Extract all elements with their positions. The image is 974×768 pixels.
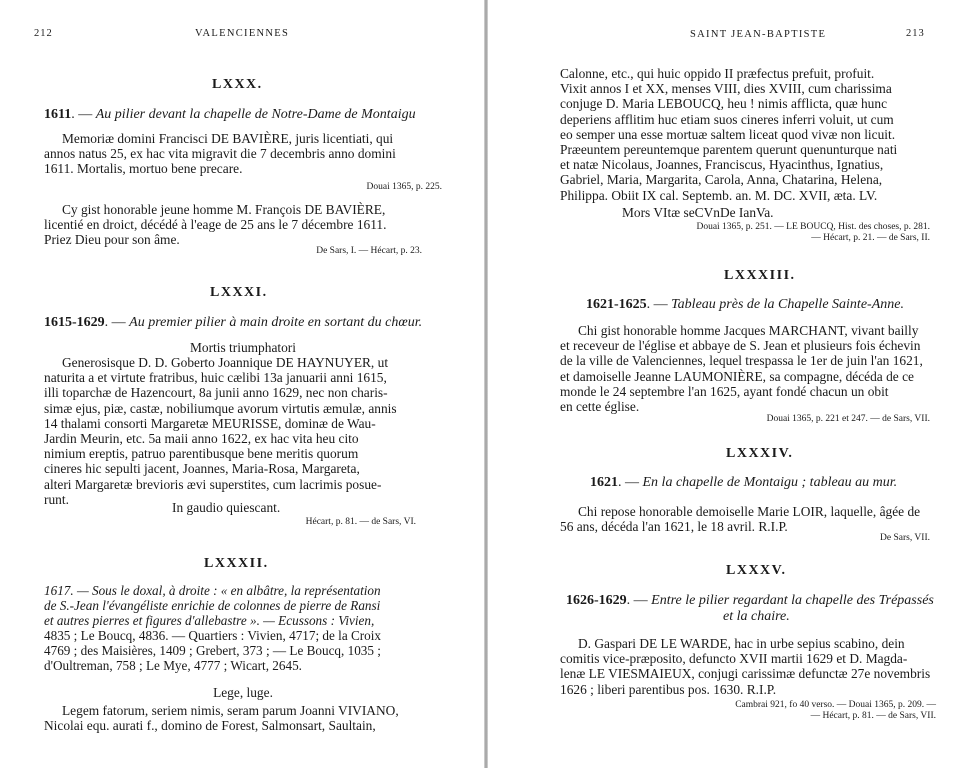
page-number: 212 bbox=[34, 28, 53, 39]
heading-location: Au premier pilier à main droite en sortant du chœur. bbox=[129, 315, 423, 330]
inscription-text: Chi gist honorable homme Jacques MARCHANT, vivant bailly et receveur de l'église et abbaye de S. Jean et plusieurs fois échevin de la ville de Valenciennes, lequel trespassa le 1er de juin l'an 1621, et damoiselle Jeanne LAUMONIÈRE, sa compagne, décéda de ce monde le 24 septembre l'an 1625, ayant fondé chacun un obit en cette église. bbox=[560, 323, 923, 415]
entry-heading: 1621-1625. — Tableau près de la Chapelle Sainte-Anne. bbox=[586, 297, 904, 312]
citation: Douai 1365, p. 251. — LE BOUCQ, Hist. des choses, p. 281. — Hécart, p. 21. — de Sars, II. bbox=[696, 222, 930, 243]
citation: Hécart, p. 81. — de Sars, VI. bbox=[305, 517, 416, 527]
heading-location: En la chapelle de Montaigu ; tableau au mur. bbox=[642, 475, 898, 490]
entry-heading: 1626-1629. — Entre le pilier regardant la chapelle des Trépassés bbox=[566, 593, 934, 608]
entry-heading-long: 1617. — Sous le doxal, à droite : « en albâtre, la représentation de S.-Jean l'évangéliste enrichie de colonnes de pierre de Ransi et autres pierres et figures d'allebastre ». — Ecussons : Vivien, 4835 ; Le Boucq, 4836. — Quartiers : Vivien, 4717; de la Croix 4769 ; des Maisières, 1409 ; Grebert, 373 ; — Le Boucq, 1035 ; d'Oultreman, 758 ; Le Mye, 4777 ; Wicart, 2645. bbox=[44, 583, 382, 673]
citation: Douai 1365, p. 225. bbox=[366, 182, 442, 192]
section-title: LXXXII. bbox=[204, 556, 269, 571]
inscription-closing: In gaudio quiescant. bbox=[172, 500, 281, 515]
section-title: LXXX. bbox=[212, 77, 263, 92]
inscription-text: Chi repose honorable demoiselle Marie LOIR, laquelle, âgée de 56 ans, décéda l'an 1621, le 18 avril. R.I.P. bbox=[560, 504, 921, 535]
inscription-heading: Mortis triumphatori bbox=[189, 340, 296, 355]
entry-heading: 1615-1629. — Au premier pilier à main droite en sortant du chœur. bbox=[44, 315, 423, 330]
right-page bbox=[488, 0, 974, 768]
citation: De Sars, I. — Hécart, p. 23. bbox=[316, 246, 422, 256]
citation: Cambrai 921, fo 40 verso. — Douai 1365, p. 209. — — Hécart, p. 81. — de Sars, VII. bbox=[735, 700, 936, 721]
section-title: LXXXIII. bbox=[724, 268, 796, 283]
heading-date: 1615-1629 bbox=[44, 315, 105, 330]
inscription-text: Memoriæ domini Francisci DE BAVIÈRE, juris licentiati, qui annos natus 25, ex hac vita migravit die 7 decembris anno domini 1611. Mortalis, mortuo bene precare. bbox=[44, 131, 396, 177]
running-title: SAINT JEAN-BAPTISTE bbox=[690, 29, 827, 40]
heading-date: 1621 bbox=[590, 475, 618, 490]
running-title: VALENCIENNES bbox=[195, 28, 290, 39]
citation: De Sars, VII. bbox=[880, 533, 930, 543]
page-number: 213 bbox=[906, 28, 925, 39]
heading-location: Au pilier devant la chapelle de Notre-Dame de Montaigu bbox=[95, 107, 416, 122]
inscription-text: Legem fatorum, seriem nimis, seram parum Joanni VIVIANO, Nicolai equ. aurati f., domino de Forest, Salmonsart, Saultain, bbox=[44, 703, 399, 734]
section-title: LXXXV. bbox=[726, 563, 787, 578]
entry-heading: 1621. — En la chapelle de Montaigu ; tableau au mur. bbox=[590, 475, 898, 490]
citation: Douai 1365, p. 221 et 247. — de Sars, VII. bbox=[766, 414, 930, 424]
heading-location: Entre le pilier regardant la chapelle des Trépassés bbox=[651, 593, 934, 608]
section-title: LXXXI. bbox=[210, 285, 268, 300]
inscription-text: Calonne, etc., qui huic oppido II præfectus prefuit, profuit. Vixit annos I et XX, menses VIII, dies XVIII, cum charissima conjuge D. Maria LEBOUCQ, heu ! nimis afflicta, quæ hunc deperiens afflitim huc etiam suos cineres inferri voluit, ut cum eo semper una esse mortuæ saltem liceat quod vivæ non licuit. Præeuntem pereuntemque parentem querunt quenunturque nati et natæ Nicolaus, Joannes, Franciscus, Hyacinthus, Ignatius, Gabriel, Maria, Margarita, Carola, Anna, Chatarina, Helena, Philippa. Obiit IX cal. Septemb. an. M. DC. XVII, æta. LV. bbox=[560, 66, 898, 203]
entry-heading: 1611. — Au pilier devant la chapelle de Notre-Dame de Montaigu bbox=[44, 107, 416, 122]
inscription-text: D. Gaspari DE LE WARDE, hac in urbe sepius scabino, dein comitis vice-præposito, defuncto XVII martii 1629 et D. Magda- lenæ LE VIESMAIEUX, conjugi carissimæ defunctæ 27e novembris 1626 ; liberi parentibus pos. 1630. R.I.P. bbox=[560, 636, 931, 697]
heading-date: 1611 bbox=[44, 107, 72, 122]
entry-heading-continued: et la chaire. bbox=[723, 609, 790, 624]
section-title: LXXXIV. bbox=[726, 446, 794, 461]
heading-location: Tableau près de la Chapelle Sainte-Anne. bbox=[671, 297, 904, 312]
chronogram: Mors VItæ seCVnDe IanVa. bbox=[622, 205, 774, 220]
heading-date: 1626-1629 bbox=[566, 593, 627, 608]
inscription-text: Generosisque D. D. Goberto Joannique DE HAYNUYER, ut naturita a et virtute fratribus, huic cælibi 13a januarii anni 1615, illi toparchæ de Hazencourt, 8a junii anno 1629, nec non charis- simæ ejus, piæ, castæ, nobiliumque avorum virtutis æmulæ, annis 14 thalami consorti Margaretæ MEURISSE, dominæ de Wau- Jardin Meurin, etc. 5a maii anno 1622, ex hac vita heu cito nimium ereptis, patruo parentibusque bene meritis quorum cineres hic sepulti jacent, Joannes, Maria-Rosa, Margareta, alteri Margaretæ brevioris ævi superstites, cum lacrimis posue- runt. bbox=[44, 355, 397, 507]
inscription-heading: Lege, luge. bbox=[213, 685, 273, 700]
heading-date: 1621-1625 bbox=[586, 297, 647, 312]
left-page bbox=[0, 0, 486, 768]
inscription-text: Cy gist honorable jeune homme M. François DE BAVIÈRE, licentié en droict, décédé à l'eage de 25 ans le 7 décembre 1611. Priez Dieu pour son âme. bbox=[44, 202, 387, 248]
